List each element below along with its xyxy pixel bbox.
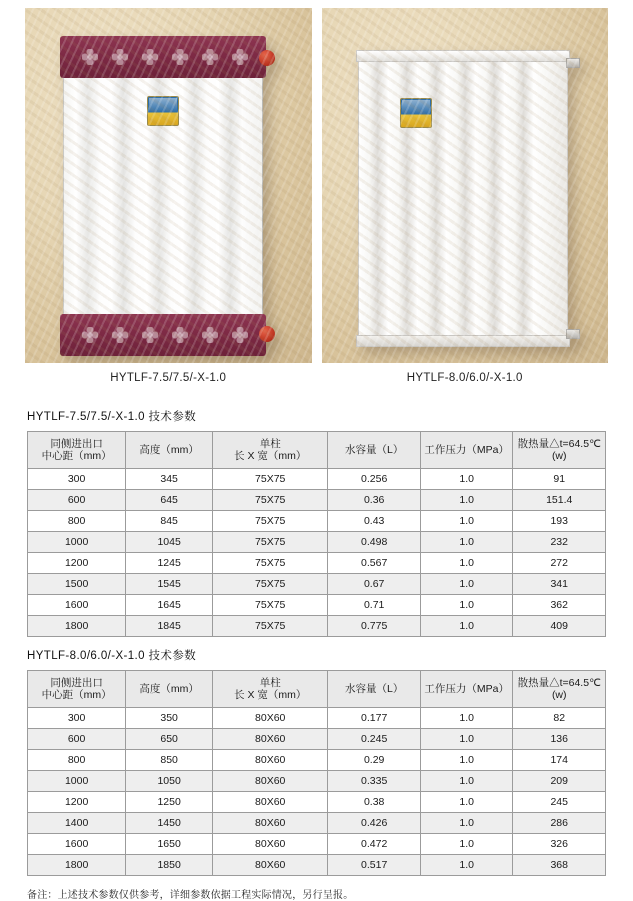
cell-pressure: 1.0 <box>420 750 513 771</box>
radiator-illustration-white <box>358 56 568 341</box>
header-working-pressure <box>420 432 513 469</box>
cell-water-capacity: 0.498 <box>328 532 421 553</box>
cell-water-capacity: 0.335 <box>328 771 421 792</box>
cell-heat-output: 326 <box>513 834 606 855</box>
cell-water-capacity: 0.29 <box>328 750 421 771</box>
header-heat-output <box>513 671 606 708</box>
spec-title-1: HYTLF-7.5/7.5/-X-1.0 技术参数 <box>27 411 197 423</box>
floret-icon <box>172 327 188 343</box>
cell-heat-output: 245 <box>513 792 606 813</box>
cell-water-capacity: 0.67 <box>328 574 421 595</box>
cell-heat-output: 136 <box>513 729 606 750</box>
header-line-1: 高度（mm） <box>139 682 199 695</box>
photo-caption-1: HYTLF-7.5/7.5/-X-1.0 <box>110 372 227 384</box>
table-row <box>28 595 606 616</box>
cell-height: 1650 <box>126 834 213 855</box>
cell-center-distance: 1000 <box>28 532 126 553</box>
table-row <box>28 771 606 792</box>
radiator-valve-bottom <box>259 326 275 342</box>
cell-pressure: 1.0 <box>420 469 513 490</box>
header-line-1: 单柱 <box>259 437 281 450</box>
cell-center-distance: 1500 <box>28 574 126 595</box>
header-line-1: 单柱 <box>259 676 281 689</box>
cell-height: 1845 <box>126 616 213 637</box>
radiator-photo-brown <box>25 8 312 363</box>
floret-icon <box>232 327 248 343</box>
spec-title-2: HYTLF-8.0/6.0/-X-1.0 技术参数 <box>27 650 197 662</box>
header-line-1: 散热量△t=64.5℃(w) <box>517 437 601 462</box>
header-line-2: 中心距（mm） <box>41 689 112 701</box>
cell-height: 650 <box>126 729 213 750</box>
table-row <box>28 855 606 876</box>
cell-height: 1850 <box>126 855 213 876</box>
cell-center-distance: 600 <box>28 729 126 750</box>
cell-heat-output: 409 <box>513 616 606 637</box>
table-row <box>28 708 606 729</box>
brand-logo-badge <box>400 98 432 128</box>
cell-heat-output: 272 <box>513 553 606 574</box>
table-row <box>28 469 606 490</box>
cell-heat-output: 232 <box>513 532 606 553</box>
cell-size: 75X75 <box>213 595 328 616</box>
cell-center-distance: 800 <box>28 511 126 532</box>
cell-water-capacity: 0.517 <box>328 855 421 876</box>
cell-center-distance: 1600 <box>28 595 126 616</box>
header-line-1: 工作压力（MPa） <box>424 443 509 456</box>
spec-section-2 <box>0 647 633 876</box>
spec-table-1-body <box>28 469 606 637</box>
cell-size: 75X75 <box>213 490 328 511</box>
cell-size: 80X60 <box>213 792 328 813</box>
table-row <box>28 813 606 834</box>
cell-heat-output: 209 <box>513 771 606 792</box>
table-row <box>28 553 606 574</box>
floret-icon <box>112 327 128 343</box>
cell-size: 80X60 <box>213 771 328 792</box>
cell-center-distance: 300 <box>28 469 126 490</box>
header-line-1: 高度（mm） <box>139 443 199 456</box>
logo-sheen <box>149 98 177 124</box>
radiator-photo-white <box>322 8 609 363</box>
cell-pressure: 1.0 <box>420 729 513 750</box>
cell-center-distance: 1200 <box>28 792 126 813</box>
cell-height: 845 <box>126 511 213 532</box>
header-water-capacity <box>328 671 421 708</box>
header-line-1: 同侧进出口 <box>50 437 103 450</box>
floret-icon <box>142 327 158 343</box>
header-line-1: 水容量（L） <box>345 443 404 456</box>
table-row <box>28 729 606 750</box>
radiator-valve-top <box>259 50 275 66</box>
cell-water-capacity: 0.256 <box>328 469 421 490</box>
radiator-fins <box>358 56 568 341</box>
table-row <box>28 750 606 771</box>
cell-pressure: 1.0 <box>420 771 513 792</box>
cell-pressure: 1.0 <box>420 834 513 855</box>
spec-table-1 <box>27 431 606 637</box>
cell-heat-output: 82 <box>513 708 606 729</box>
cell-size: 80X60 <box>213 729 328 750</box>
cell-size: 80X60 <box>213 834 328 855</box>
cell-size: 75X75 <box>213 511 328 532</box>
table-row <box>28 792 606 813</box>
cell-size: 80X60 <box>213 750 328 771</box>
cell-water-capacity: 0.472 <box>328 834 421 855</box>
cell-heat-output: 341 <box>513 574 606 595</box>
header-center-distance <box>28 432 126 469</box>
table-row <box>28 511 606 532</box>
cell-height: 1450 <box>126 813 213 834</box>
radiator-top-cap <box>60 36 266 78</box>
floret-icon <box>172 49 188 65</box>
cell-pressure: 1.0 <box>420 553 513 574</box>
cell-center-distance: 1000 <box>28 771 126 792</box>
header-height <box>126 432 213 469</box>
header-line-1: 水容量（L） <box>345 682 404 695</box>
cell-size: 80X60 <box>213 855 328 876</box>
spec-table-2-body <box>28 708 606 876</box>
cell-heat-output: 286 <box>513 813 606 834</box>
cell-size: 80X60 <box>213 813 328 834</box>
cell-size: 80X60 <box>213 708 328 729</box>
header-single-column-size <box>213 671 328 708</box>
cell-pressure: 1.0 <box>420 708 513 729</box>
radiator-bottom-bar <box>356 335 570 347</box>
cell-water-capacity: 0.775 <box>328 616 421 637</box>
header-working-pressure <box>420 671 513 708</box>
cell-height: 1645 <box>126 595 213 616</box>
floret-icon <box>82 49 98 65</box>
radiator-fins <box>63 36 263 356</box>
cell-center-distance: 600 <box>28 490 126 511</box>
spec-table-2 <box>27 670 606 876</box>
cell-heat-output: 91 <box>513 469 606 490</box>
floret-icon <box>142 49 158 65</box>
cell-height: 645 <box>126 490 213 511</box>
cell-pressure: 1.0 <box>420 595 513 616</box>
product-photo-cell-2 <box>322 8 609 384</box>
table-header-row <box>28 671 606 708</box>
cell-water-capacity: 0.36 <box>328 490 421 511</box>
cell-center-distance: 1200 <box>28 553 126 574</box>
product-photo-row <box>0 0 633 384</box>
cell-pressure: 1.0 <box>420 490 513 511</box>
cell-pressure: 1.0 <box>420 616 513 637</box>
header-height <box>126 671 213 708</box>
header-line-2: 中心距（mm） <box>41 450 112 462</box>
floret-icon <box>202 327 218 343</box>
cell-heat-output: 362 <box>513 595 606 616</box>
cell-water-capacity: 0.177 <box>328 708 421 729</box>
cell-height: 350 <box>126 708 213 729</box>
brand-logo-badge <box>147 96 179 126</box>
header-line-1: 同侧进出口 <box>50 676 103 689</box>
cell-height: 1545 <box>126 574 213 595</box>
header-single-column-size <box>213 432 328 469</box>
cell-height: 1050 <box>126 771 213 792</box>
cell-center-distance: 1600 <box>28 834 126 855</box>
floret-icon <box>202 49 218 65</box>
cell-water-capacity: 0.245 <box>328 729 421 750</box>
floret-icon <box>82 327 98 343</box>
floret-icon <box>112 49 128 65</box>
spec-section-1 <box>0 408 633 637</box>
cell-size: 75X75 <box>213 469 328 490</box>
cell-height: 1045 <box>126 532 213 553</box>
cell-pressure: 1.0 <box>420 511 513 532</box>
cell-size: 75X75 <box>213 532 328 553</box>
cell-pressure: 1.0 <box>420 813 513 834</box>
radiator-illustration-brown <box>63 36 263 356</box>
cell-size: 75X75 <box>213 616 328 637</box>
photo-caption-2: HYTLF-8.0/6.0/-X-1.0 <box>406 372 523 384</box>
table-row <box>28 574 606 595</box>
cell-water-capacity: 0.38 <box>328 792 421 813</box>
radiator-connector-top <box>566 58 580 68</box>
header-line-1: 散热量△t=64.5℃(w) <box>517 676 601 701</box>
table-header-row <box>28 432 606 469</box>
cell-height: 1250 <box>126 792 213 813</box>
cell-heat-output: 151.4 <box>513 490 606 511</box>
radiator-top-bar <box>356 50 570 62</box>
header-heat-output <box>513 432 606 469</box>
table-row <box>28 532 606 553</box>
header-water-capacity <box>328 432 421 469</box>
header-line-1: 工作压力（MPa） <box>424 682 509 695</box>
footnote-text: 备注：上述技术参数仅供参考，详细参数依据工程实际情况，另行呈报。 <box>27 890 354 901</box>
cell-water-capacity: 0.43 <box>328 511 421 532</box>
cell-heat-output: 193 <box>513 511 606 532</box>
cell-pressure: 1.0 <box>420 574 513 595</box>
cell-size: 75X75 <box>213 553 328 574</box>
header-center-distance <box>28 671 126 708</box>
cell-height: 850 <box>126 750 213 771</box>
cell-size: 75X75 <box>213 574 328 595</box>
cell-center-distance: 1400 <box>28 813 126 834</box>
cell-center-distance: 800 <box>28 750 126 771</box>
cell-water-capacity: 0.71 <box>328 595 421 616</box>
header-line-2: 长 X 宽（mm） <box>234 450 307 462</box>
cell-center-distance: 1800 <box>28 616 126 637</box>
cell-pressure: 1.0 <box>420 792 513 813</box>
table-row <box>28 834 606 855</box>
radiator-connector-bottom <box>566 329 580 339</box>
cell-heat-output: 174 <box>513 750 606 771</box>
table-row <box>28 490 606 511</box>
cell-height: 1245 <box>126 553 213 574</box>
cell-center-distance: 1800 <box>28 855 126 876</box>
floret-icon <box>232 49 248 65</box>
cell-center-distance: 300 <box>28 708 126 729</box>
radiator-bottom-cap <box>60 314 266 356</box>
cell-pressure: 1.0 <box>420 855 513 876</box>
table-row <box>28 616 606 637</box>
cell-water-capacity: 0.426 <box>328 813 421 834</box>
cell-height: 345 <box>126 469 213 490</box>
header-line-2: 长 X 宽（mm） <box>234 689 307 701</box>
product-photo-cell-1 <box>25 8 312 384</box>
logo-sheen <box>402 100 430 126</box>
cell-heat-output: 368 <box>513 855 606 876</box>
cell-pressure: 1.0 <box>420 532 513 553</box>
cell-water-capacity: 0.567 <box>328 553 421 574</box>
